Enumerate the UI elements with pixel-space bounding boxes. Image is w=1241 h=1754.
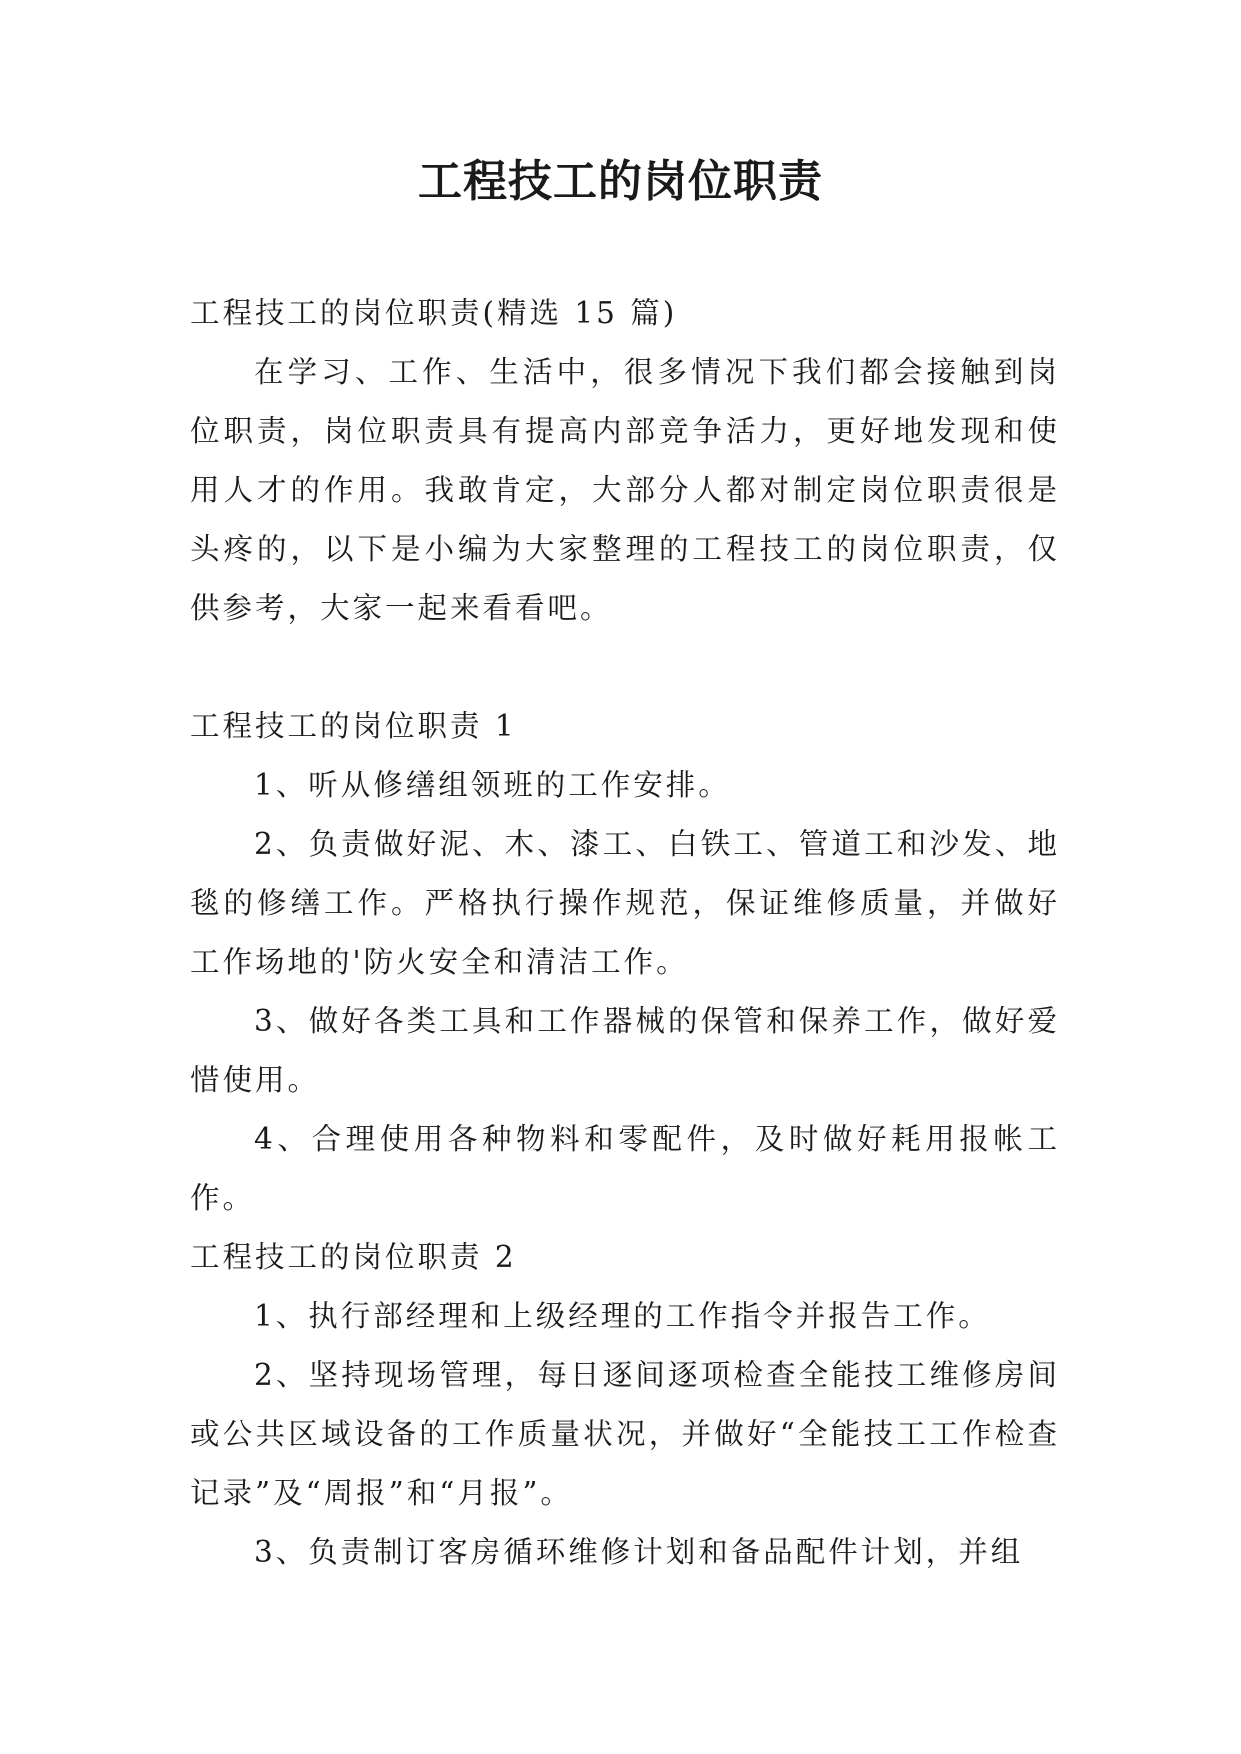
document-subtitle: 工程技工的岗位职责(精选 15 篇) bbox=[190, 296, 678, 330]
section-spacer bbox=[190, 638, 1060, 697]
list-item: 3、做好各类工具和工作器械的保管和保养工作，做好爱惜使用。 bbox=[190, 1004, 1060, 1097]
document-title: 工程技工的岗位职责 bbox=[418, 156, 823, 207]
document-body bbox=[190, 284, 1060, 1582]
list-item: 3、负责制订客房循环维修计划和备品配件计划，并组 bbox=[254, 1535, 1024, 1569]
section-heading-2: 工程技工的岗位职责 2 bbox=[190, 1240, 517, 1274]
list-item: 4、合理使用各种物料和零配件，及时做好耗用报帐工作。 bbox=[190, 1122, 1060, 1215]
section-heading-1: 工程技工的岗位职责 1 bbox=[190, 709, 517, 743]
list-item: 2、坚持现场管理，每日逐间逐项检查全能技工维修房间或公共区域设备的工作质量状况，并做好“全能技工工作检查记录”及“周报”和“月报”。 bbox=[190, 1358, 1060, 1510]
intro-paragraph: 在学习、工作、生活中，很多情况下我们都会接触到岗位职责，岗位职责具有提高内部竞争活力，更好地发现和使用人才的作用。我敢肯定，大部分人都对制定岗位职责很是头疼的，以下是小编为大家整理的工程技工的岗位职责，仅供参考，大家一起来看看吧。 bbox=[190, 355, 1060, 625]
list-item: 1、执行部经理和上级经理的工作指令并报告工作。 bbox=[254, 1299, 991, 1333]
list-item: 2、负责做好泥、木、漆工、白铁工、管道工和沙发、地毯的修缮工作。严格执行操作规范，保证维修质量，并做好工作场地的'防火安全和清洁工作。 bbox=[190, 827, 1060, 979]
list-item: 1、听从修缮组领班的工作安排。 bbox=[254, 768, 731, 802]
